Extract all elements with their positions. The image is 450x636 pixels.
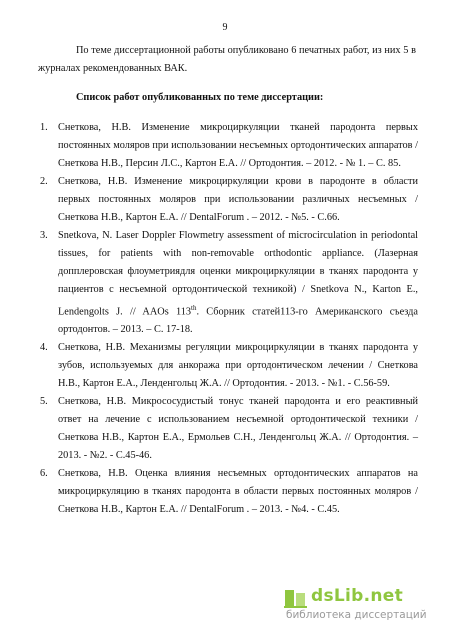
- dslib-watermark[interactable]: [284, 586, 444, 626]
- publication-superscript: th: [191, 304, 197, 312]
- publication-item: [38, 227, 418, 339]
- publication-number: 2.: [40, 176, 48, 187]
- publication-item: [38, 339, 418, 393]
- publications-heading: Список работ опубликованных по теме диссертации:: [76, 92, 324, 103]
- publication-number: 1.: [40, 122, 48, 133]
- publication-text: Снеткова, Н.В. Механизмы регуляции микроциркуляции в тканях пародонта у зубов, используемых для анкоража при ортодонтическом лечении / Снеткова Н.В., Картон Е.А., Ленденгольц Ж.А. // Ортодонтия. - 2013. - №1. - С.56-59.: [58, 342, 418, 390]
- publication-item: [38, 119, 418, 173]
- publication-text: Снеткова, Н.В. Оценка влияния несъемных ортодонтических аппаратов на микроциркуляцию в тканях пародонта в области первых постоянных моляров / Снеткова Н.В., Картон Е.А. // DentalForum . – 2013. - №4. - С.45.: [58, 468, 418, 516]
- publication-number: 3.: [40, 230, 48, 241]
- publication-item: [38, 393, 418, 465]
- publication-item: [38, 173, 418, 227]
- page-number: 9: [222, 22, 228, 33]
- publication-number: 6.: [40, 468, 48, 480]
- publication-text: Snetkova, N. Laser Doppler Flowmetry assessment of microcirculation in periodontal tissues, for patients with non-removable orthodontic appliance. (Лазерная допплеровская флоуметриядля оценки микроциркуляции в тканях пародонта у пациентов с несъемной ортодонтической техникой) / Snetkova N., Karton E., Lendengolts J. // AAOs 113: [58, 230, 418, 318]
- publication-text: Снеткова, Н.В. Микрососудистый тонус тканей пародонта и его реактивный ответ на лечение с использованием несъемной ортодонтической техники / Снеткова Н.В., Картон Е.А., Ермольев С.Н., Ленденгольц Ж.А. // Ортодонтия. – 2013. - №2. - С.45-46.: [58, 396, 418, 462]
- watermark-subtitle: библиотека диссертаций: [286, 609, 427, 621]
- publication-text: Снеткова, Н.В. Изменение микроциркуляции тканей пародонта первых постоянных моляров при использовании несъемных ортодонтических аппаратов / Снеткова Н.В., Персин Л.С., Картон Е.А. // Ортодонтия. – 2012. - № 1. – С. 85.: [58, 122, 418, 169]
- watermark-brand: dsLib.net: [311, 586, 404, 606]
- publication-text-tail: . Сборник статей113-го Американского съезда ортодонтов. – 2013. – С. 17-18.: [58, 306, 418, 336]
- publication-text: Снеткова, Н.В. Изменение микроциркуляции крови в пародонте в области первых постоянных моляров при использовании различных несъемных / Снеткова Н.В., Картон Е.А. // DentalForum . – 2012. - №5. - С.66.: [58, 176, 418, 223]
- dslib-logo-icon: [284, 588, 308, 608]
- publications-list: [38, 119, 418, 519]
- publication-number: 5.: [40, 396, 48, 408]
- publication-item: [38, 465, 418, 519]
- publication-number: 4.: [40, 342, 48, 354]
- intro-paragraph: По теме диссертационной работы опубликовано 6 печатных работ, из них 5 в журналах рекомендованных ВАК.: [38, 45, 416, 74]
